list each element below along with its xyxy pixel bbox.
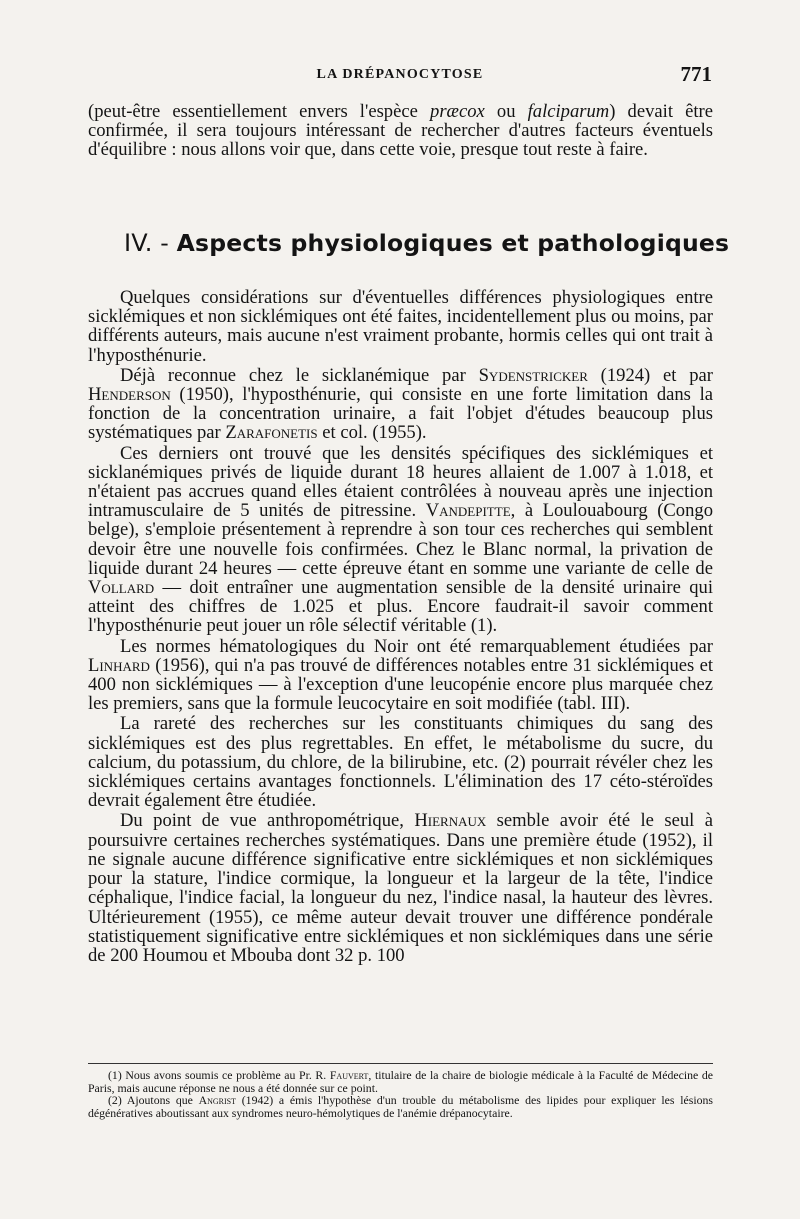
footnotes — [88, 1069, 713, 1119]
text-run: Ces derniers ont trouvé que les densités spécifiques des sicklémiques et sicklanémiques privés de liquide durant 18 heures allaient de 1.007 à 1.018, et n'étaient pas accrues quand elles étaient contrôlées à nouveau après une injection intramusculaire de 5 unités de pitressine. — [88, 442, 713, 522]
intro-block — [88, 102, 713, 160]
section-dash: - — [152, 229, 177, 257]
text-run: (1956), qui n'a pas trouvé de différences notables entre 31 sicklémiques et 400 non sicklémiques — à l'exception d'une leucopénie encore plus marquée chez les premiers, sans que la formule leucocytaire en soit modifiée (tabl. III). — [88, 654, 713, 715]
section-number: IV. — [124, 229, 153, 257]
text-run: Déjà reconnue chez le sicklanémique par — [120, 364, 479, 386]
text-run: (1) Nous avons soumis ce problème au Pr. R. — [108, 1068, 330, 1082]
section-heading — [124, 229, 729, 257]
footnote-1 — [88, 1069, 713, 1094]
text-run: et col. (1955). — [317, 422, 427, 444]
author-fauvert: Fauvert — [329, 1068, 369, 1082]
species-falciparum: falciparum — [527, 101, 610, 122]
author-hiernaux: Hiernaux — [414, 810, 487, 832]
paragraph-hematology — [88, 637, 713, 714]
text-run: (1950), l'hyposthénurie, qui consiste en une forte limitation dans la fonction de la concentration urinaire, a fait l'objet d'études beaucoup plus systématiques par — [88, 384, 713, 444]
text-run: ou — [484, 101, 528, 122]
paragraph-physiology: Quelques considérations sur d'éventuelles différences physiologiques entre sicklémiques et non sicklémiques ont été faites, incidentellement plus ou moins, par différents auteurs, mais aucune n'est vraiment probante, hormis celles qui ont trait à l'hyposthénurie. — [88, 287, 713, 366]
text-run: ) devait être confirmée, il sera toujours intéressant de rechercher d'autres facteurs éventuels d'équilibre : nous allons voir que, dans cette voie, presque tout reste à faire. — [88, 101, 713, 161]
text-run: semble avoir été le seul à poursuivre certaines recherches systématiques. Dans une première étude (1952), il ne signale aucune différence significative entre sicklémiques et non sicklémiques pour la stature, l'indice cormique, la longueur et la largeur de la tête, l'indice céphalique, l'indice facial, la longueur du nez, l'indice nasal, la hauteur des lèvres. Ultérieurement (1955), ce même auteur devait trouver une différence pondérale statistiquement significative entre sicklémiques et non sicklémiques dans une série de 200 Houmou et Mbouba dont 32 p. 100 — [88, 810, 713, 966]
footnote-2 — [88, 1094, 713, 1119]
text-run: (1942) a émis l'hypothèse d'un trouble du métabolisme des lipides pour expliquer les lésions dégénératives aboutissant aux syndromes neuro-hémolytiques de l'anémie drépanocytaire. — [88, 1093, 713, 1120]
text-run: (1924) et par — [587, 364, 713, 386]
paragraph-densities — [88, 444, 713, 636]
paragraph-anthropometry — [88, 811, 713, 965]
author-sydenstricker: Sydenstricker — [478, 364, 588, 386]
footnote-divider — [88, 1063, 713, 1064]
page-header — [88, 62, 712, 88]
paragraph-hyposthenuria — [88, 366, 713, 443]
running-title: LA DRÉPANOCYTOSE — [316, 67, 484, 82]
author-vollard: Vollard — [88, 577, 155, 599]
species-praecox: præcox — [430, 101, 485, 122]
text-run: , titulaire de la chaire de biologie médicale à la Faculté de Médecine de Paris, mais aucune réponse ne nous a été donnée sur ce point. — [88, 1068, 714, 1095]
main-text — [88, 288, 713, 966]
text-run: , à Loulouabourg (Congo belge), s'emploie présentement à reprendre à son tour ces recherches qui semblent devoir être une nouvelle fois confirmées. Chez le Blanc normal, la privation de liquide durant 24 heures — cette épreuve étant en somme une variante de celle de — [88, 500, 713, 579]
author-zarafonetis: Zarafonetis — [225, 422, 318, 444]
author-vandepitte: Vandepitte — [425, 500, 511, 522]
text-run: Les normes hématologiques du Noir ont été remarquablement étudiées par — [120, 635, 713, 657]
author-linhard: Linhard — [88, 654, 150, 676]
intro-paragraph — [88, 102, 713, 160]
text-run: Du point de vue anthropométrique, — [120, 810, 415, 832]
author-henderson: Henderson — [88, 384, 171, 406]
author-angrist: Angrist — [198, 1093, 237, 1108]
paragraph-blood-chemistry: La rareté des recherches sur les constituants chimiques du sang des sicklémiques est des plus regrettables. En effet, le métabolisme du sucre, du calcium, du potassium, du chlore, de la bilirubine, etc. (2) pourrait révéler chez les sicklémiques certains avantages fonctionnels. L'élimination des 17 céto-stéroïdes devrait également être étudiée. — [88, 713, 713, 812]
text-run: — doit entraîner une augmentation sensible de la densité urinaire qui atteint des chiffres de 1.025 et plus. Encore faudrait-il savoir comment l'hyposthénurie peut jouer un rôle sélectif véritable (1). — [88, 577, 713, 637]
page-number: 771 — [680, 62, 712, 86]
text-run: (2) Ajoutons que — [108, 1093, 199, 1108]
text-run: (peut-être essentiellement envers l'espèce — [88, 101, 431, 122]
section-title: Aspects physiologiques et pathologiques — [176, 229, 730, 257]
